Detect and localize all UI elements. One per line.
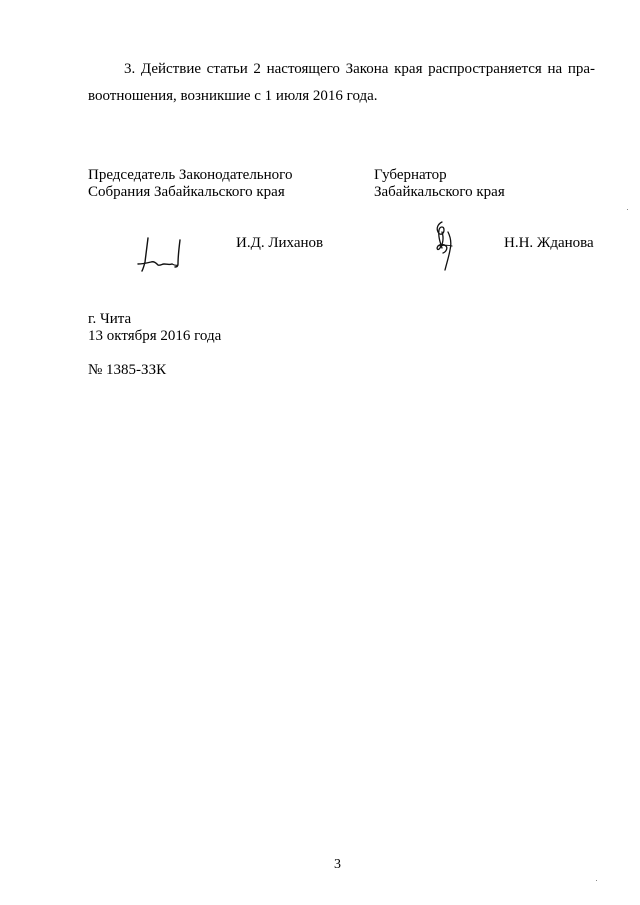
governor-name: Н.Н. Жданова xyxy=(504,235,594,251)
paragraph-line-2: воотношения, возникшие с 1 июля 2016 года. xyxy=(88,88,378,104)
governor-title-line-1: Губернатор xyxy=(374,167,447,183)
chair-signature xyxy=(134,234,186,274)
signing-date: 13 октября 2016 года xyxy=(88,328,222,344)
scan-speck xyxy=(596,880,597,881)
chair-title-line-1: Председатель Законодательного xyxy=(88,167,293,183)
governor-signature xyxy=(426,218,466,274)
law-number: № 1385-ЗЗК xyxy=(88,362,167,378)
scan-speck xyxy=(627,209,628,210)
chair-name: И.Д. Лиханов xyxy=(236,235,324,251)
chair-title-line-2: Собрания Забайкальского края xyxy=(88,184,285,200)
governor-title-line-2: Забайкальского края xyxy=(374,184,505,200)
paragraph-line-1: 3. Действие статьи 2 настоящего Закона края распространяется на пра- xyxy=(124,61,595,77)
place-of-signing: г. Чита xyxy=(88,311,132,327)
page-number: 3 xyxy=(334,857,341,872)
